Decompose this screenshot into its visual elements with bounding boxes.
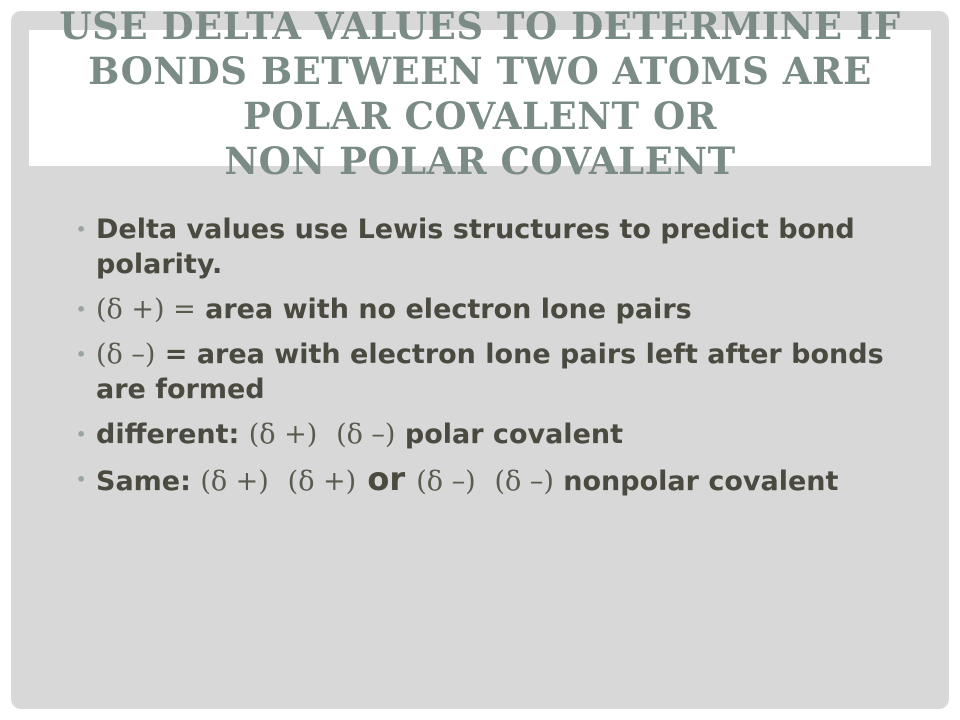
slide-title [0,4,960,184]
bullet-prefix: different: [96,419,249,450]
title-line-1: USE DELTA VALUES TO DETERMINE IF [59,4,901,48]
bullet-prefix: Same: [96,466,201,497]
bullet-dot-icon: • [76,345,87,364]
bullet-suffix: polar covalent [395,419,624,450]
delta-minus-symbol: (δ –) [96,339,156,370]
bullet-item-delta-values [76,212,906,282]
delta-plus-symbol: (δ +) [248,419,318,450]
title-line-4: NON POLAR COVALENT [224,139,736,183]
bullet-text: = area with electron lone pairs left after bonds are formed [96,339,884,405]
bullet-item-delta-plus [76,292,906,327]
bullet-item-delta-minus [76,337,906,407]
bullet-item-same [76,462,906,499]
delta-plus-symbol: (δ +) [287,466,357,497]
delta-minus-symbol: (δ –) [494,466,554,497]
delta-plus-symbol: (δ +) = [96,294,196,325]
bullet-list [76,212,906,509]
bullet-dot-icon: • [76,300,87,319]
bullet-suffix: nonpolar covalent [553,466,839,497]
bullet-dot-icon: • [76,470,87,489]
title-line-3: POLAR COVALENT OR [243,94,717,138]
bullet-dot-icon: • [76,220,87,239]
bullet-text: Delta values use Lewis structures to predict bond polarity. [96,214,855,280]
bullet-connector: or [356,460,417,498]
bullet-text: area with no electron lone pairs [195,294,692,325]
delta-minus-symbol: (δ –) [416,466,476,497]
delta-minus-symbol: (δ –) [336,419,396,450]
bullet-item-different [76,417,906,452]
delta-plus-symbol: (δ +) [200,466,269,497]
title-line-2: BONDS BETWEEN TWO ATOMS ARE [88,49,872,93]
bullet-dot-icon: • [76,425,87,444]
